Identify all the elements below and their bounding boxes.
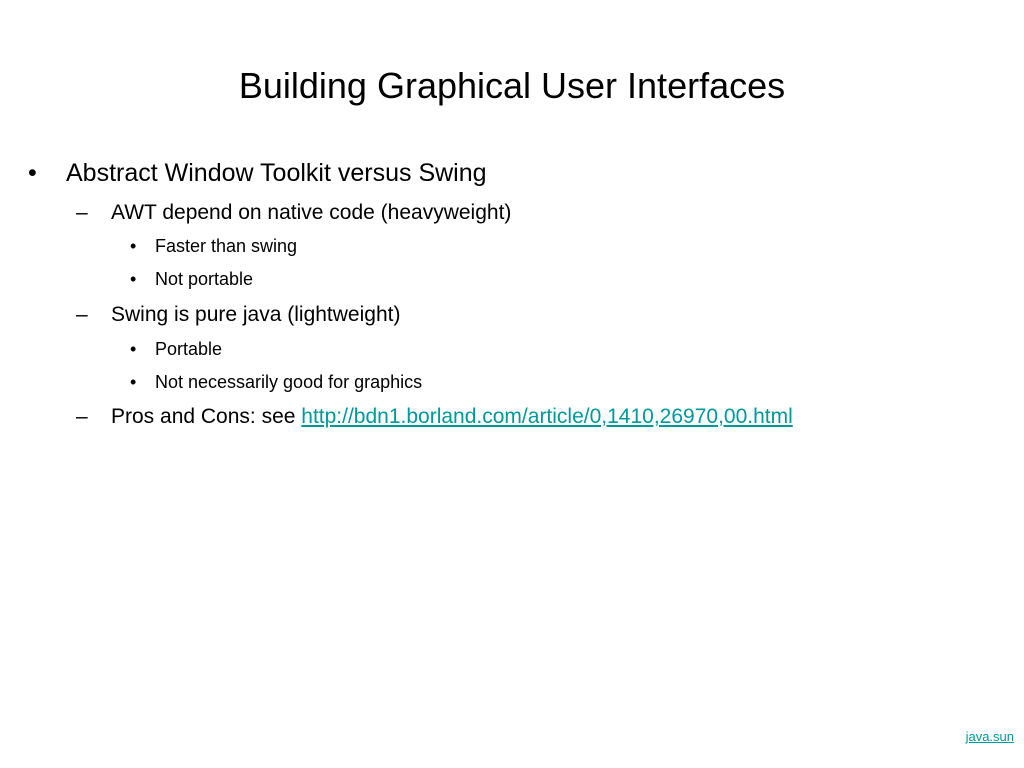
sub-sub-item-not-portable: Not portable: [155, 269, 254, 289]
pros-cons-label: Pros and Cons: see: [111, 405, 302, 428]
sub-sub-item-portable: Portable: [155, 339, 223, 359]
bullet-marker-small: •: [130, 269, 137, 289]
bullet-marker-small: •: [130, 339, 137, 359]
dash-marker: –: [76, 405, 88, 428]
bullet-marker-small: •: [130, 236, 137, 256]
slide-title: Building Graphical User Interfaces: [238, 65, 786, 106]
bullet-marker-small: •: [130, 372, 137, 392]
sub-item-swing-pure-java: Swing is pure java (lightweight): [111, 303, 401, 326]
sub-item-awt-native: AWT depend on native code (heavyweight): [111, 201, 512, 224]
sub-sub-item-not-good-graphics: Not necessarily good for graphics: [155, 372, 423, 392]
dash-marker: –: [76, 303, 88, 326]
bullet-marker: •: [28, 159, 37, 187]
borland-article-link[interactable]: http://bdn1.borland.com/article/0,1410,26970,00.html: [301, 405, 793, 428]
java-sun-footer-link[interactable]: java.sun: [965, 729, 1014, 744]
bullet-item-awt-vs-swing: Abstract Window Toolkit versus Swing: [66, 159, 487, 187]
sub-sub-item-faster: Faster than swing: [155, 236, 298, 256]
dash-marker: –: [76, 201, 88, 224]
sub-item-pros-cons: [111, 404, 793, 430]
